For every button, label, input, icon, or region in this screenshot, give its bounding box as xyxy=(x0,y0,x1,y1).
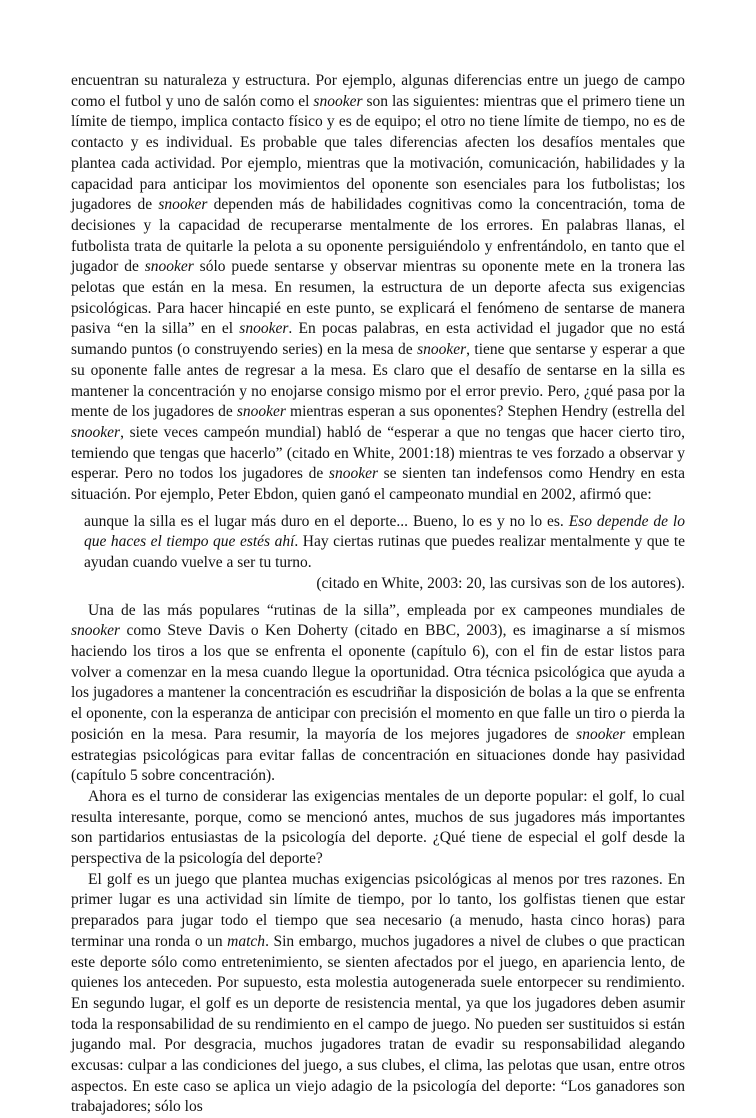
text-run: sólo puede sentarse y observar mientras su oponente mete en la tronera las pelotas que están en la mesa. En resumen, la estructura de un deporte afecta sus exigencias psicológicas. Para hacer hincapié en este punto, se explicará el fenómeno de sentarse de manera pasiva “en la silla” en el xyxy=(71,258,685,338)
text-run: son las siguientes: mientras que el primero tiene un límite de tiempo, implica contacto físico y es de equipo; el otro no tiene límite de tiempo, no es de contacto y es individual. Es probable que tales diferencias afecten los desafíos mentales que plantea cada actividad. Por ejemplo, mientras que la motivación, comunicación, habilidades y la capacidad para anticipar los movimientos del oponente son esenciales para los futbolistas; los jugadores de xyxy=(71,92,685,214)
italic-text-run: snooker xyxy=(576,725,626,743)
italic-text-run: match xyxy=(227,932,266,950)
body-text-bottom xyxy=(71,601,685,1118)
text-run: como Steve Davis o Ken Doherty (citado en BBC, 2003), es imaginarse a sí mismos haciendo los tiros a los que se enfrenta el oponente (capítulo 6), con el fin de estar listos para volver a comenzar en la mesa cuando llegue la oportunidad. Otra técnica psicológica que ayuda a los jugadores a mantener la concentración es escudriñar la disposición de bolas a la que se enfrenta el oponente, con la esperanza de anticipar con precisión el momento en que falle un tiro o pierda la posición en la mesa. Para resumir, la mayoría de los mejores jugadores de xyxy=(71,622,685,743)
text-run: El golf es un juego que plantea muchas exigencias psicológicas al menos por tres razones. En primer lugar es una actividad sin límite de tiempo, por lo tanto, los golfistas tienen que estar preparados para jugar todo el tiempo que sea necesario (a menudo, hasta cinco horas) para terminar una ronda o un xyxy=(71,870,685,950)
text-run: . Sin embargo, muchos jugadores a nivel de clubes o que practican este deporte sólo como entretenimiento, se sienten afectados por el juego, en apariencia lento, de quienes los anteceden. Por supuesto, esta molestia autogenerada suele entorpecer su rendimiento. En segundo lugar, el golf es un deporte de resistencia mental, ya que los jugadores deben asumir toda la responsabilidad de su rendimiento en el campo de juego. No pueden ser sustituidos si están jugando mal. Por desgracia, muchos jugadores tratan de evadir su responsabilidad alegando excusas: culpar a las condiciones del juego, a sus clubes, el clima, las pelotas que usan, entre otros aspectos. En este caso se aplica un viejo adagio de la psicología del deporte: “Los ganadores son trabajadores; sólo los xyxy=(71,932,685,1116)
paragraph xyxy=(71,870,685,1118)
text-run: emplean estrategias psicológicas para evitar fallas de concentración en situaciones donde hay pasividad (capítulo 5 sobre concentración). xyxy=(71,725,685,785)
body-text-top xyxy=(71,71,685,506)
quote-text xyxy=(84,512,685,574)
text-run: se sienten tan indefensos como Hendry en esta situación. Por ejemplo, Peter Ebdon, quien ganó el campeonato mundial en 2002, afirmó que: xyxy=(71,465,685,504)
text-run: mientras esperan a sus oponentes? Stephen Hendry (estrella del xyxy=(285,403,685,421)
paragraph xyxy=(71,787,685,870)
italic-text-run: snooker xyxy=(239,320,289,338)
text-run: aunque la silla es el lugar más duro en el deporte... Bueno, lo es y no lo es. xyxy=(84,512,569,530)
italic-text-run: snooker xyxy=(144,258,194,276)
italic-text-run: snooker xyxy=(71,423,121,441)
quote-citation: (citado en White, 2003: 20, las cursivas son de los autores). xyxy=(316,574,685,592)
italic-text-run: snooker xyxy=(71,622,121,640)
text-run: . Hay ciertas rutinas que puedes realizar mentalmente y que te ayudan cuando vuelve a ser tu turno. xyxy=(84,533,686,572)
text-run: . En pocas palabras, en esta actividad el jugador que no está sumando puntos (o construyendo series) en la mesa de xyxy=(71,320,685,359)
italic-text-run: snooker xyxy=(158,196,208,214)
text-run: encuentran su naturaleza y estructura. Por ejemplo, algunas diferencias entre un juego de campo como el futbol y uno de salón como el xyxy=(71,72,685,110)
italic-text-run: snooker xyxy=(328,465,378,483)
italic-text-run: Eso depende de lo que haces el tiempo que estés ahí xyxy=(84,512,685,551)
block-quote xyxy=(71,512,685,595)
italic-text-run: snooker xyxy=(313,92,363,110)
paragraph xyxy=(71,601,685,787)
text-run: Ahora es el turno de considerar las exigencias mentales de un deporte popular: el golf, lo cual resulta interesante, porque, como se mencionó antes, muchos de sus jugadores más importantes son partidarios entusiastas de la psicología del deporte. ¿Qué tiene de especial el golf desde la perspectiva de la psicología del deporte? xyxy=(71,787,685,868)
italic-text-run: snooker xyxy=(417,341,467,359)
text-run: , siete veces campeón mundial) habló de “esperar a que no tengas que hacer cierto tiro, temiendo que tengas que hacerlo” (citado en White, 2001:18) mientras te ves forzado a observar y esperar. Pero no todos los jugadores de xyxy=(71,423,685,483)
text-run: Una de las más populares “rutinas de la silla”, empleada por ex campeones mundiales de xyxy=(88,601,685,619)
italic-text-run: snooker xyxy=(236,403,286,421)
paragraph xyxy=(71,71,685,506)
text-run: dependen más de habilidades cognitivas como la concentración, toma de decisiones y la capacidad de recuperarse mentalmente de los errores. En palabras llanas, el futbolista trata de quitarle la pelota a su oponente persiguiéndolo y enfrentándolo, en tanto que el jugador de xyxy=(71,196,685,276)
text-run: , tiene que sentarse y esperar a que su oponente falle antes de regresar a la mesa. Es claro que el desafío de sentarse en la silla es mantener la concentración y no enojarse consigo mismo por el error previo. Pero, ¿qué pasa por la mente de los jugadores de xyxy=(71,341,685,421)
